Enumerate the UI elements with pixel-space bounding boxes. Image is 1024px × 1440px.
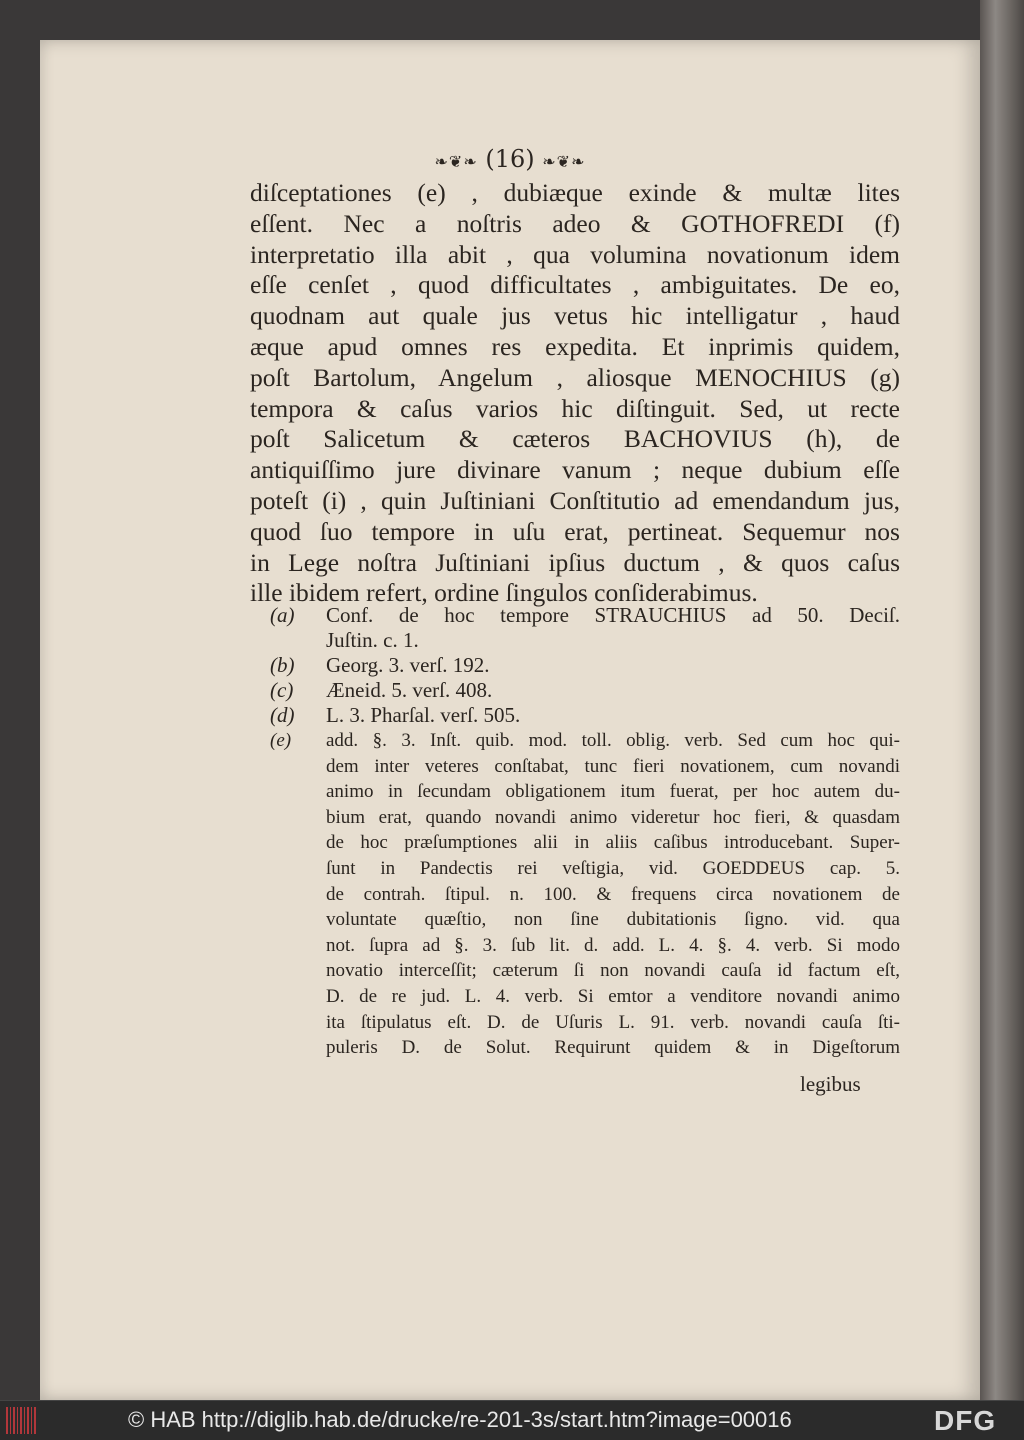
- footnote-line: Juſtin. c. 1.: [326, 628, 419, 652]
- barcode-icon: [6, 1407, 36, 1434]
- footnote-line: Georg. 3. verſ. 192.: [326, 653, 490, 677]
- page-number: (16): [485, 145, 535, 173]
- text-line: quodnam aut quale jus vetus hic intelligatur , haud: [250, 301, 900, 331]
- page-header: [40, 145, 980, 173]
- text-line: poſt Salicetum & cæteros BACHOVIUS (h), de: [250, 424, 900, 454]
- footnote-line: puleris D. de Solut. Requirunt quidem & in Digeſtorum: [326, 1037, 900, 1059]
- footnote-mark: (d): [270, 703, 295, 727]
- text-line: tempora & caſus varios hic diſtinguit. Sed, ut recte: [250, 393, 900, 423]
- footnote-a: [270, 603, 900, 653]
- book-page: [40, 40, 980, 1400]
- footnote-line: ita ſtipulatus eſt. D. de Uſuris L. 91. verb. novandi cauſa ſti-: [326, 1011, 900, 1033]
- footnote-mark: (b): [270, 653, 295, 677]
- text-line: æque apud omnes res expedita. Et inprimis quidem,: [250, 331, 900, 361]
- footnote-mark: (a): [270, 603, 295, 627]
- viewer-footer: [0, 1400, 1024, 1440]
- footnote-line: novatio interceſſit; cæterum ſi non novandi cauſa id factum eſt,: [326, 960, 900, 982]
- book-spine-edge: [980, 0, 1024, 1400]
- footnote-line: de hoc præſumptiones alii in aliis caſibus introducebant. Super-: [326, 832, 900, 854]
- dfg-logo: DFG: [934, 1405, 997, 1436]
- footnote-line: animo in ſecundam obligationem itum fuerat, per hoc autem du-: [326, 781, 900, 803]
- text-line: in Lege noſtra Juſtiniani ipſius ductum , & quos caſus: [250, 547, 900, 577]
- footnotes: [270, 603, 900, 1061]
- copyright-link[interactable]: © HAB http://diglib.hab.de/drucke/re-201-3s/start.htm?image=00016: [128, 1407, 792, 1432]
- text-line: quod ſuo tempore in uſu erat, pertineat. Sequemur nos: [250, 516, 900, 546]
- footnote-line: voluntate quæſtio, non ſine dubitationis ſigno. vid. qua: [326, 909, 900, 931]
- text-line: poteſt (i) , quin Juſtiniani Conſtitutio ad emendandum jus,: [250, 485, 900, 515]
- text-line: eſſe cenſet , quod difficultates , ambiguitates. De eo,: [250, 270, 900, 300]
- footnote-line: bium erat, quando novandi animo videretur hoc fieri, & quasdam: [326, 806, 900, 828]
- footnote-e: [270, 728, 900, 1061]
- footnote-line: L. 3. Pharſal. verſ. 505.: [326, 703, 521, 727]
- text-line: diſceptationes (e) , dubiæque exinde & multæ lites: [250, 178, 900, 207]
- footnote-b: [270, 653, 900, 678]
- text-line: eſſent. Nec a noſtris adeo & GOTHOFREDI (f): [250, 208, 900, 238]
- footnote-c: [270, 678, 900, 703]
- footnote-d: [270, 703, 900, 728]
- text-line: ille ibidem refert, ordine ſingulos conſiderabimus.: [250, 578, 758, 608]
- footnote-line: D. de re jud. L. 4. verb. Si emtor a venditore novandi animo: [326, 985, 900, 1007]
- catchword: legibus: [800, 1072, 861, 1096]
- footnote-mark: (e): [270, 730, 292, 751]
- text-line: antiquiſſimo jure divinare vanum ; neque dubium eſſe: [250, 455, 900, 485]
- footnote-line: dem inter veteres conſtabat, tunc fieri novationem, cum novandi: [326, 755, 900, 777]
- ornament-left: ❧❦❧: [434, 152, 478, 171]
- footnote-line: Æneid. 5. verſ. 408.: [326, 678, 493, 702]
- footnote-line: not. ſupra ad §. 3. ſub lit. d. add. L. 4. §. 4. verb. Si modo: [326, 934, 900, 956]
- ornament-right: ❧❦❧: [542, 152, 586, 171]
- footnote-line: Conf. de hoc tempore STRAUCHIUS ad 50. Deciſ.: [326, 603, 900, 627]
- footnote-mark: (c): [270, 678, 294, 702]
- text-line: poſt Bartolum, Angelum , aliosque MENOCHIUS (g): [250, 362, 900, 392]
- footnote-line: de contrah. ſtipul. n. 100. & frequens circa novationem de: [326, 883, 900, 905]
- main-text: [250, 178, 900, 609]
- text-line: interpretatio illa abit , qua volumina novationum idem: [250, 239, 900, 269]
- footnote-line: add. §. 3. Inſt. quib. mod. toll. oblig. verb. Sed cum hoc qui-: [326, 730, 900, 751]
- footnote-line: ſunt in Pandectis rei veſtigia, vid. GOEDDEUS cap. 5.: [326, 857, 900, 879]
